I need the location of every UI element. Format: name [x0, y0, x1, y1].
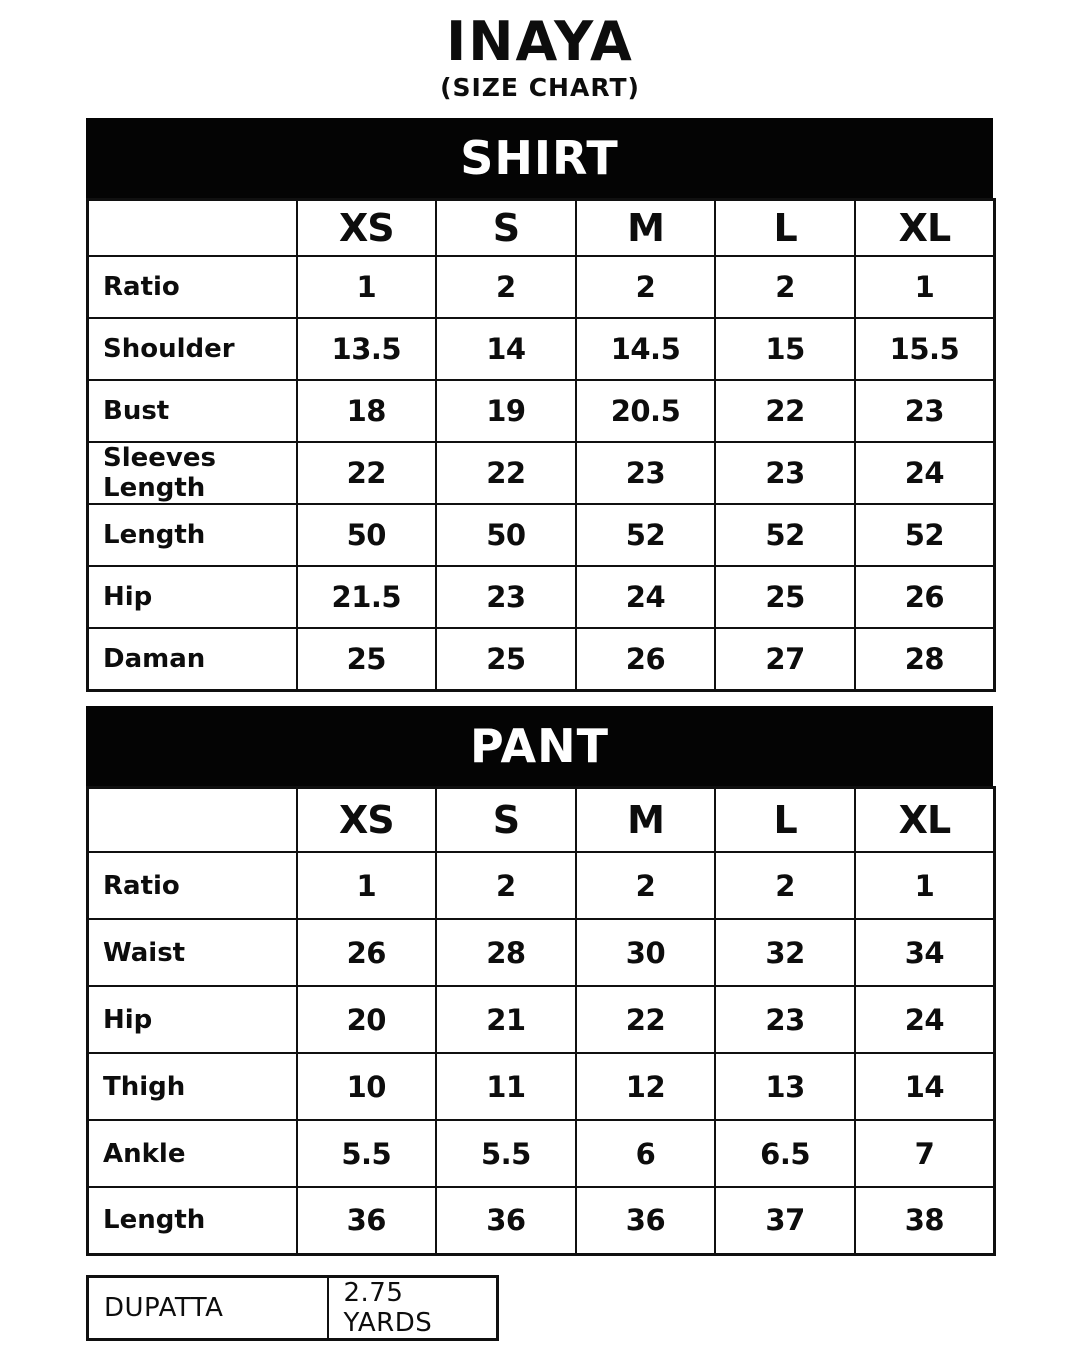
value-cell: 36: [297, 1187, 437, 1254]
value-cell: 23: [576, 442, 716, 504]
value-cell: 22: [297, 442, 437, 504]
value-cell: 2: [576, 256, 716, 318]
measurement-row: [88, 566, 995, 628]
value-cell: 1: [855, 256, 995, 318]
pant-size-table: [86, 786, 996, 1256]
value-cell: 10: [297, 1053, 437, 1120]
measurement-row: [88, 504, 995, 566]
value-cell: 2: [715, 852, 855, 919]
value-cell: 20.5: [576, 380, 716, 442]
value-cell: 6.5: [715, 1120, 855, 1187]
value-cell: 50: [297, 504, 437, 566]
value-cell: 28: [855, 628, 995, 690]
value-cell: 23: [855, 380, 995, 442]
value-cell: 5.5: [297, 1120, 437, 1187]
row-label: Ratio: [88, 256, 297, 318]
dupatta-label: DUPATTA: [88, 1276, 328, 1339]
corner-cell: [88, 199, 297, 256]
size-header-row: [88, 199, 995, 256]
measurement-row: [88, 1053, 995, 1120]
corner-cell: [88, 787, 297, 852]
value-cell: 14: [855, 1053, 995, 1120]
value-cell: 21: [436, 986, 576, 1053]
value-cell: 26: [297, 919, 437, 986]
size-header-m: M: [576, 787, 716, 852]
value-cell: 27: [715, 628, 855, 690]
value-cell: 30: [576, 919, 716, 986]
row-label: Bust: [88, 380, 297, 442]
value-cell: 24: [855, 986, 995, 1053]
row-label: Shoulder: [88, 318, 297, 380]
value-cell: 23: [715, 442, 855, 504]
page-title: INAYA: [446, 10, 634, 73]
value-cell: 28: [436, 919, 576, 986]
value-cell: 13.5: [297, 318, 437, 380]
value-cell: 36: [576, 1187, 716, 1254]
measurement-row: [88, 1120, 995, 1187]
row-label: Length: [88, 1187, 297, 1254]
shirt-section: [86, 118, 993, 692]
size-header-s: S: [436, 199, 576, 256]
row-label: Hip: [88, 986, 297, 1053]
value-cell: 38: [855, 1187, 995, 1254]
dupatta-value: 2.75 YARDS: [328, 1276, 498, 1339]
size-header-xs: XS: [297, 199, 437, 256]
value-cell: 1: [297, 256, 437, 318]
value-cell: 1: [297, 852, 437, 919]
value-cell: 24: [576, 566, 716, 628]
dupatta-row: [88, 1276, 498, 1339]
measurement-row: [88, 318, 995, 380]
value-cell: 22: [576, 986, 716, 1053]
size-header-xs: XS: [297, 787, 437, 852]
row-label: Sleeves Length: [88, 442, 297, 504]
value-cell: 50: [436, 504, 576, 566]
value-cell: 26: [855, 566, 995, 628]
value-cell: 14: [436, 318, 576, 380]
value-cell: 26: [576, 628, 716, 690]
value-cell: 11: [436, 1053, 576, 1120]
value-cell: 34: [855, 919, 995, 986]
value-cell: 23: [436, 566, 576, 628]
measurement-row: [88, 380, 995, 442]
page-subtitle: (SIZE CHART): [440, 72, 640, 102]
value-cell: 52: [855, 504, 995, 566]
value-cell: 1: [855, 852, 995, 919]
pant-header-band: PANT: [86, 706, 993, 786]
size-header-xl: XL: [855, 199, 995, 256]
value-cell: 7: [855, 1120, 995, 1187]
size-header-m: M: [576, 199, 716, 256]
value-cell: 52: [715, 504, 855, 566]
value-cell: 25: [715, 566, 855, 628]
value-cell: 15.5: [855, 318, 995, 380]
value-cell: 2: [436, 852, 576, 919]
value-cell: 15: [715, 318, 855, 380]
value-cell: 20: [297, 986, 437, 1053]
row-label: Ankle: [88, 1120, 297, 1187]
value-cell: 2: [576, 852, 716, 919]
value-cell: 5.5: [436, 1120, 576, 1187]
row-label: Waist: [88, 919, 297, 986]
value-cell: 25: [297, 628, 437, 690]
pant-section: [86, 706, 993, 1256]
value-cell: 21.5: [297, 566, 437, 628]
value-cell: 32: [715, 919, 855, 986]
size-header-l: L: [715, 199, 855, 256]
shirt-header-band: SHIRT: [86, 118, 993, 198]
measurement-row: [88, 919, 995, 986]
size-header-xl: XL: [855, 787, 995, 852]
size-header-row: [88, 787, 995, 852]
measurement-row: [88, 852, 995, 919]
value-cell: 2: [436, 256, 576, 318]
value-cell: 18: [297, 380, 437, 442]
value-cell: 24: [855, 442, 995, 504]
value-cell: 25: [436, 628, 576, 690]
value-cell: 52: [576, 504, 716, 566]
value-cell: 22: [436, 442, 576, 504]
value-cell: 36: [436, 1187, 576, 1254]
value-cell: 13: [715, 1053, 855, 1120]
shirt-size-table: [86, 198, 996, 692]
value-cell: 2: [715, 256, 855, 318]
value-cell: 14.5: [576, 318, 716, 380]
value-cell: 37: [715, 1187, 855, 1254]
value-cell: 12: [576, 1053, 716, 1120]
size-header-s: S: [436, 787, 576, 852]
row-label: Daman: [88, 628, 297, 690]
measurement-row: [88, 628, 995, 690]
value-cell: 6: [576, 1120, 716, 1187]
value-cell: 19: [436, 380, 576, 442]
row-label: Length: [88, 504, 297, 566]
measurement-row: [88, 442, 995, 504]
value-cell: 22: [715, 380, 855, 442]
row-label: Hip: [88, 566, 297, 628]
dupatta-table: [86, 1275, 499, 1341]
measurement-row: [88, 986, 995, 1053]
value-cell: 23: [715, 986, 855, 1053]
measurement-row: [88, 1187, 995, 1254]
size-header-l: L: [715, 787, 855, 852]
row-label: Ratio: [88, 852, 297, 919]
measurement-row: [88, 256, 995, 318]
row-label: Thigh: [88, 1053, 297, 1120]
